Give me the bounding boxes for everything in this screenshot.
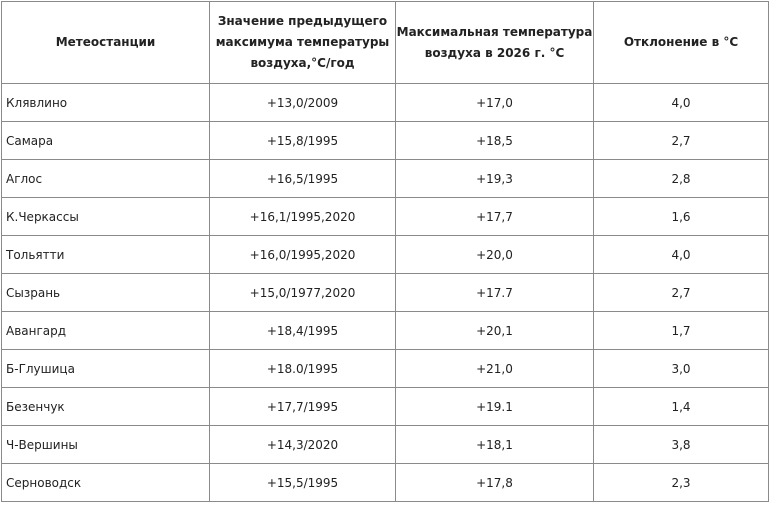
table-row [2, 122, 769, 160]
cell-previous-max: +15,5/1995 [210, 464, 396, 502]
cell-previous-max: +16,1/1995,2020 [210, 198, 396, 236]
cell-max-2026: +17,7 [396, 198, 594, 236]
cell-deviation: 2,7 [594, 122, 769, 160]
cell-deviation: 3,0 [594, 350, 769, 388]
cell-deviation: 1,4 [594, 388, 769, 426]
cell-station: Аглос [2, 160, 210, 198]
cell-max-2026: +20,1 [396, 312, 594, 350]
cell-station: Клявлино [2, 84, 210, 122]
table-row [2, 426, 769, 464]
cell-station: Безенчук [2, 388, 210, 426]
cell-previous-max: +17,7/1995 [210, 388, 396, 426]
cell-deviation: 4,0 [594, 84, 769, 122]
cell-max-2026: +21,0 [396, 350, 594, 388]
cell-previous-max: +15,8/1995 [210, 122, 396, 160]
cell-station: К.Черкассы [2, 198, 210, 236]
table-row [2, 464, 769, 502]
cell-deviation: 4,0 [594, 236, 769, 274]
cell-max-2026: +18,5 [396, 122, 594, 160]
cell-deviation: 1,7 [594, 312, 769, 350]
cell-previous-max: +18,4/1995 [210, 312, 396, 350]
cell-previous-max: +18.0/1995 [210, 350, 396, 388]
table-row [2, 198, 769, 236]
table-row [2, 388, 769, 426]
cell-station: Самара [2, 122, 210, 160]
cell-max-2026: +17,0 [396, 84, 594, 122]
cell-max-2026: +19,3 [396, 160, 594, 198]
table-row [2, 350, 769, 388]
temperature-records-table [1, 1, 769, 502]
cell-station: Ч-Вершины [2, 426, 210, 464]
cell-station: Тольятти [2, 236, 210, 274]
cell-station: Авангард [2, 312, 210, 350]
table-row [2, 160, 769, 198]
cell-station: Б-Глушица [2, 350, 210, 388]
cell-max-2026: +19.1 [396, 388, 594, 426]
header-max-2026: Максимальная температура воздуха в 2026 г. °С [396, 2, 594, 84]
cell-station: Серноводск [2, 464, 210, 502]
table-row [2, 312, 769, 350]
table-header-row [2, 2, 769, 84]
cell-previous-max: +14,3/2020 [210, 426, 396, 464]
header-deviation: Отклонение в °С [594, 2, 769, 84]
cell-max-2026: +20,0 [396, 236, 594, 274]
header-previous-max: Значение предыдущего максимума температуры воздуха,°С/год [210, 2, 396, 84]
cell-previous-max: +15,0/1977,2020 [210, 274, 396, 312]
header-stations: Метеостанции [2, 2, 210, 84]
cell-previous-max: +13,0/2009 [210, 84, 396, 122]
table-row [2, 84, 769, 122]
cell-max-2026: +17.7 [396, 274, 594, 312]
cell-deviation: 1,6 [594, 198, 769, 236]
table-body [2, 84, 769, 502]
cell-max-2026: +17,8 [396, 464, 594, 502]
cell-deviation: 2,7 [594, 274, 769, 312]
cell-previous-max: +16,5/1995 [210, 160, 396, 198]
cell-max-2026: +18,1 [396, 426, 594, 464]
cell-deviation: 3,8 [594, 426, 769, 464]
table-row [2, 236, 769, 274]
cell-deviation: 2,8 [594, 160, 769, 198]
cell-deviation: 2,3 [594, 464, 769, 502]
table-row [2, 274, 769, 312]
cell-station: Сызрань [2, 274, 210, 312]
cell-previous-max: +16,0/1995,2020 [210, 236, 396, 274]
